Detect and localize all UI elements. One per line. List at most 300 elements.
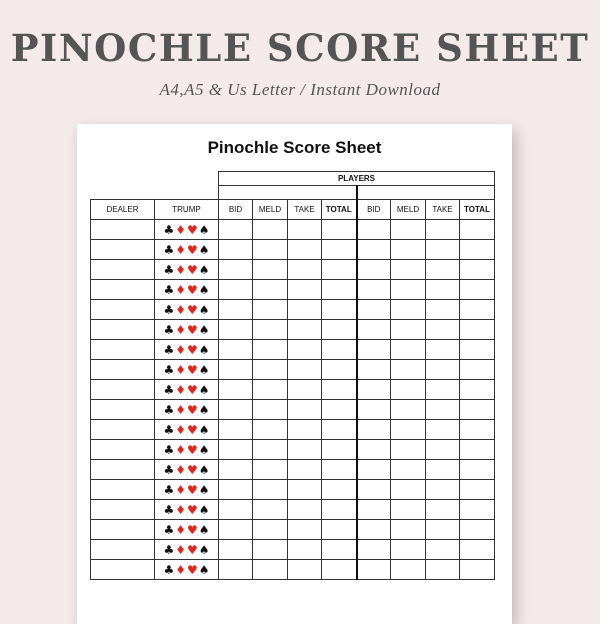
sheet-title: Pinochle Score Sheet [207,138,382,157]
spade-icon: ♠ [198,282,210,297]
trump-suits [163,323,210,337]
header-dealer: DEALER [91,200,155,220]
total-cell[interactable] [460,500,495,520]
meld-cell[interactable] [253,460,288,480]
total-cell[interactable] [322,300,357,320]
spade-icon: ♠ [198,322,210,337]
bid-cell[interactable] [219,320,253,340]
bid-cell[interactable] [219,520,253,540]
dealer-cell[interactable] [91,240,155,260]
meld-cell[interactable] [391,480,426,500]
dealer-cell[interactable] [91,480,155,500]
total-cell[interactable] [460,340,495,360]
dealer-cell[interactable] [91,420,155,440]
total-cell[interactable] [460,380,495,400]
score-table [90,171,495,580]
take-cell[interactable] [288,460,322,480]
club-icon: ♣ [163,322,175,337]
heart-icon: ♥ [187,462,198,477]
dealer-cell[interactable] [91,520,155,540]
take-cell[interactable] [288,380,322,400]
dealer-cell[interactable] [91,320,155,340]
spade-icon: ♠ [198,382,210,397]
bid-cell[interactable] [219,260,253,280]
heart-icon: ♥ [187,402,198,417]
bid-cell[interactable] [219,280,253,300]
take-cell[interactable] [288,420,322,440]
diamond-icon: ♦ [175,362,186,377]
header-total: TOTAL [322,200,357,220]
meld-cell[interactable] [253,400,288,420]
dealer-cell[interactable] [91,340,155,360]
diamond-icon: ♦ [175,462,186,477]
take-cell[interactable] [288,260,322,280]
diamond-icon: ♦ [175,242,186,257]
total-cell[interactable] [460,540,495,560]
bid-cell[interactable] [219,400,253,420]
total-cell[interactable] [460,360,495,380]
club-icon: ♣ [163,482,175,497]
spade-icon: ♠ [198,262,210,277]
trump-cell[interactable] [155,240,219,260]
take-cell[interactable] [288,480,322,500]
meld-cell[interactable] [253,560,288,580]
diamond-icon: ♦ [175,502,186,517]
trump-suits [163,363,210,377]
spade-icon: ♠ [198,462,210,477]
take-cell[interactable] [288,360,322,380]
spade-icon: ♠ [198,402,210,417]
take-cell[interactable] [288,560,322,580]
dealer-cell[interactable] [91,440,155,460]
meld-cell[interactable] [391,540,426,560]
spade-icon: ♠ [198,442,210,457]
trump-suits [163,343,210,357]
meld-cell[interactable] [253,440,288,460]
bid-cell[interactable] [357,220,391,240]
dealer-cell[interactable] [91,500,155,520]
bid-cell[interactable] [219,540,253,560]
diamond-icon: ♦ [175,282,186,297]
trump-suits [163,303,210,317]
meld-cell[interactable] [391,340,426,360]
meld-cell[interactable] [253,240,288,260]
meld-cell[interactable] [253,220,288,240]
club-icon: ♣ [163,502,175,517]
bid-cell[interactable] [357,340,391,360]
club-icon: ♣ [163,442,175,457]
bid-cell[interactable] [219,500,253,520]
take-cell[interactable] [288,540,322,560]
bid-cell[interactable] [357,400,391,420]
club-icon: ♣ [163,542,175,557]
player-name-cell[interactable] [357,186,495,200]
take-cell[interactable] [426,500,460,520]
total-cell[interactable] [460,560,495,580]
meld-cell[interactable] [253,540,288,560]
spade-icon: ♠ [198,242,210,257]
trump-suits [163,503,210,517]
bid-cell[interactable] [219,240,253,260]
total-cell[interactable] [322,420,357,440]
diamond-icon: ♦ [175,542,186,557]
heart-icon: ♥ [187,242,198,257]
players-row [91,172,495,186]
spade-icon: ♠ [198,562,210,577]
meld-cell[interactable] [391,500,426,520]
heart-icon: ♥ [187,542,198,557]
meld-cell[interactable] [391,420,426,440]
spade-icon: ♠ [198,342,210,357]
total-cell[interactable] [322,360,357,380]
heart-icon: ♥ [187,502,198,517]
take-cell[interactable] [426,520,460,540]
trump-suits [163,223,210,237]
take-cell[interactable] [426,340,460,360]
bid-cell[interactable] [357,440,391,460]
score-row [91,480,495,500]
heart-icon: ♥ [187,422,198,437]
trump-suits [163,263,210,277]
diamond-icon: ♦ [175,322,186,337]
trump-cell[interactable] [155,340,219,360]
meld-cell[interactable] [253,500,288,520]
meld-cell[interactable] [391,300,426,320]
meld-cell[interactable] [253,320,288,340]
score-row [91,340,495,360]
bid-cell[interactable] [219,220,253,240]
bid-cell[interactable] [357,300,391,320]
diamond-icon: ♦ [175,402,186,417]
meld-cell[interactable] [253,280,288,300]
take-cell[interactable] [426,220,460,240]
meld-cell[interactable] [391,320,426,340]
bid-cell[interactable] [357,560,391,580]
trump-cell[interactable] [155,460,219,480]
dealer-cell[interactable] [91,380,155,400]
take-cell[interactable] [288,340,322,360]
meld-cell[interactable] [391,460,426,480]
trump-suits [163,423,210,437]
diamond-icon: ♦ [175,302,186,317]
club-icon: ♣ [163,522,175,537]
bid-cell[interactable] [357,480,391,500]
meld-cell[interactable] [253,340,288,360]
dealer-cell[interactable] [91,260,155,280]
score-row [91,460,495,480]
take-cell[interactable] [288,520,322,540]
club-icon: ♣ [163,422,175,437]
bid-cell[interactable] [219,340,253,360]
spade-icon: ♠ [198,502,210,517]
score-row [91,320,495,340]
trump-suits [163,443,210,457]
club-icon: ♣ [163,302,175,317]
club-icon: ♣ [163,562,175,577]
score-row [91,360,495,380]
take-cell[interactable] [288,240,322,260]
meld-cell[interactable] [391,280,426,300]
take-cell[interactable] [288,220,322,240]
score-row [91,540,495,560]
total-cell[interactable] [322,480,357,500]
score-row [91,520,495,540]
header-meld: MELD [253,200,288,220]
diamond-icon: ♦ [175,382,186,397]
trump-cell[interactable] [155,280,219,300]
score-row [91,220,495,240]
total-cell[interactable] [322,260,357,280]
total-cell[interactable] [322,520,357,540]
club-icon: ♣ [163,342,175,357]
take-cell[interactable] [426,360,460,380]
total-cell[interactable] [460,260,495,280]
take-cell[interactable] [426,400,460,420]
trump-cell[interactable] [155,520,219,540]
score-row [91,420,495,440]
player-name-cell[interactable] [219,186,357,200]
bid-cell[interactable] [219,440,253,460]
trump-suits [163,563,210,577]
club-icon: ♣ [163,402,175,417]
dealer-cell[interactable] [91,360,155,380]
bid-cell[interactable] [219,420,253,440]
total-cell[interactable] [460,440,495,460]
trump-cell[interactable] [155,440,219,460]
spade-icon: ♠ [198,302,210,317]
total-cell[interactable] [460,220,495,240]
score-row [91,240,495,260]
score-row [91,400,495,420]
total-cell[interactable] [322,220,357,240]
meld-cell[interactable] [391,360,426,380]
bid-cell[interactable] [357,540,391,560]
trump-cell[interactable] [155,320,219,340]
dealer-cell[interactable] [91,400,155,420]
take-cell[interactable] [426,260,460,280]
total-cell[interactable] [322,240,357,260]
club-icon: ♣ [163,262,175,277]
diamond-icon: ♦ [175,522,186,537]
trump-cell[interactable] [155,560,219,580]
total-cell[interactable] [322,340,357,360]
trump-cell[interactable] [155,500,219,520]
trump-cell[interactable] [155,300,219,320]
take-cell[interactable] [288,280,322,300]
bid-cell[interactable] [219,360,253,380]
heart-icon: ♥ [187,362,198,377]
club-icon: ♣ [163,362,175,377]
diamond-icon: ♦ [175,342,186,357]
bid-cell[interactable] [357,280,391,300]
bid-cell[interactable] [357,380,391,400]
trump-cell[interactable] [155,400,219,420]
diamond-icon: ♦ [175,262,186,277]
heart-icon: ♥ [187,282,198,297]
trump-cell[interactable] [155,420,219,440]
meld-cell[interactable] [391,560,426,580]
bid-cell[interactable] [357,460,391,480]
meld-cell[interactable] [391,440,426,460]
total-cell[interactable] [322,560,357,580]
total-cell[interactable] [322,540,357,560]
header-total: TOTAL [460,200,495,220]
trump-cell[interactable] [155,260,219,280]
take-cell[interactable] [288,400,322,420]
dealer-cell[interactable] [91,300,155,320]
dealer-cell[interactable] [91,560,155,580]
column-header-row [91,200,495,220]
diamond-icon: ♦ [175,482,186,497]
trump-cell[interactable] [155,540,219,560]
score-row [91,260,495,280]
bid-cell[interactable] [357,260,391,280]
bid-cell[interactable] [219,460,253,480]
heart-icon: ♥ [187,382,198,397]
take-cell[interactable] [426,460,460,480]
trump-suits [163,523,210,537]
total-cell[interactable] [460,400,495,420]
total-cell[interactable] [460,320,495,340]
trump-cell[interactable] [155,220,219,240]
meld-cell[interactable] [391,260,426,280]
diamond-icon: ♦ [175,222,186,237]
dealer-cell[interactable] [91,540,155,560]
bid-cell[interactable] [357,500,391,520]
take-cell[interactable] [426,480,460,500]
trump-suits [163,483,210,497]
spade-icon: ♠ [198,422,210,437]
take-cell[interactable] [426,420,460,440]
trump-suits [163,403,210,417]
meld-cell[interactable] [253,380,288,400]
total-cell[interactable] [322,400,357,420]
players-header: PLAYERS [219,172,495,186]
meld-cell[interactable] [391,520,426,540]
trump-suits [163,243,210,257]
header-trump: TRUMP [155,200,219,220]
meld-cell[interactable] [391,220,426,240]
meld-cell[interactable] [253,520,288,540]
trump-cell[interactable] [155,480,219,500]
total-cell[interactable] [322,320,357,340]
trump-suits [163,283,210,297]
spade-icon: ♠ [198,522,210,537]
take-cell[interactable] [288,500,322,520]
bid-cell[interactable] [219,380,253,400]
score-row [91,500,495,520]
score-row [91,280,495,300]
score-row [91,300,495,320]
take-cell[interactable] [288,440,322,460]
header-take: TAKE [426,200,460,220]
meld-cell[interactable] [253,420,288,440]
total-cell[interactable] [322,460,357,480]
total-cell[interactable] [460,300,495,320]
spade-icon: ♠ [198,362,210,377]
heart-icon: ♥ [187,562,198,577]
banner-title: PINOCHLE SCORE SHEET [10,26,590,70]
trump-suits [163,383,210,397]
dealer-cell[interactable] [91,280,155,300]
heart-icon: ♥ [187,342,198,357]
heart-icon: ♥ [187,322,198,337]
bid-cell[interactable] [219,480,253,500]
dealer-cell[interactable] [91,460,155,480]
diamond-icon: ♦ [175,422,186,437]
total-cell[interactable] [460,240,495,260]
take-cell[interactable] [426,380,460,400]
score-row [91,560,495,580]
total-cell[interactable] [460,280,495,300]
bid-cell[interactable] [357,420,391,440]
meld-cell[interactable] [253,360,288,380]
take-cell[interactable] [426,300,460,320]
heart-icon: ♥ [187,442,198,457]
take-cell[interactable] [426,240,460,260]
total-cell[interactable] [322,500,357,520]
meld-cell[interactable] [391,380,426,400]
bid-cell[interactable] [219,300,253,320]
total-cell[interactable] [460,480,495,500]
take-cell[interactable] [426,540,460,560]
trump-suits [163,543,210,557]
heart-icon: ♥ [187,302,198,317]
meld-cell[interactable] [253,300,288,320]
header-take: TAKE [288,200,322,220]
spade-icon: ♠ [198,222,210,237]
take-cell[interactable] [426,320,460,340]
take-cell[interactable] [288,300,322,320]
diamond-icon: ♦ [175,442,186,457]
club-icon: ♣ [163,222,175,237]
meld-cell[interactable] [253,260,288,280]
meld-cell[interactable] [391,240,426,260]
club-icon: ♣ [163,382,175,397]
take-cell[interactable] [426,280,460,300]
meld-cell[interactable] [391,400,426,420]
trump-suits [163,463,210,477]
total-cell[interactable] [322,280,357,300]
total-cell[interactable] [460,520,495,540]
trump-cell[interactable] [155,360,219,380]
take-cell[interactable] [288,320,322,340]
player-names-row [91,186,495,200]
bid-cell[interactable] [357,320,391,340]
heart-icon: ♥ [187,262,198,277]
meld-cell[interactable] [253,480,288,500]
trump-cell[interactable] [155,380,219,400]
heart-icon: ♥ [187,482,198,497]
total-cell[interactable] [322,440,357,460]
total-cell[interactable] [460,420,495,440]
heart-icon: ♥ [187,522,198,537]
total-cell[interactable] [460,460,495,480]
take-cell[interactable] [426,440,460,460]
header-meld: MELD [391,200,426,220]
bid-cell[interactable] [219,560,253,580]
bid-cell[interactable] [357,520,391,540]
club-icon: ♣ [163,282,175,297]
header-bid: BID [357,200,391,220]
take-cell[interactable] [426,560,460,580]
heart-icon: ♥ [187,222,198,237]
bid-cell[interactable] [357,240,391,260]
bid-cell[interactable] [357,360,391,380]
total-cell[interactable] [322,380,357,400]
dealer-cell[interactable] [91,220,155,240]
header-bid: BID [219,200,253,220]
